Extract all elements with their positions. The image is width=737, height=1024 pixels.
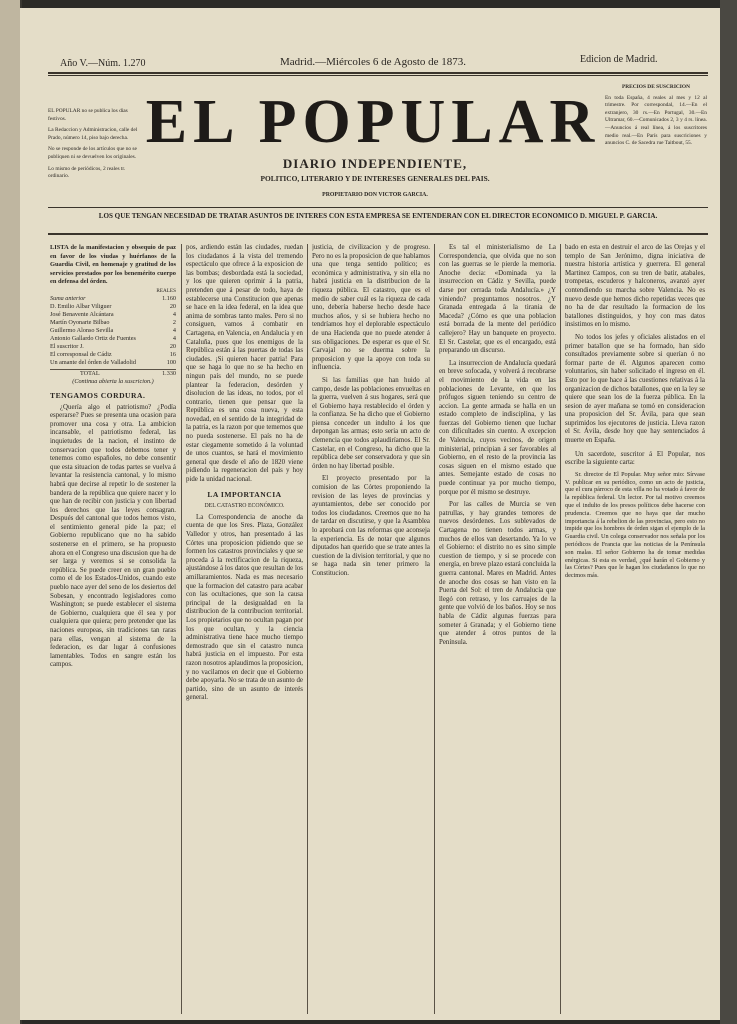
notice-rule-top (48, 207, 708, 208)
article-body: La insurreccion de Andalucía quedará en breve sofocada, y volverá á recobrarse el movimiento de la vida en las poblaciones de Levante, en que los prófugos siguen teniendo su centro de accion. La gente armada se halla en un estado completo de indisciplina, y las fuerzas del Gobierno tienen que luchar con dificultades sin cuento. A excepcion de Valencia, cuyos vecinos, de origen ministerial, principian á ser favorables al Gobierno, en el resto de la provincia las cosas siguen en el mismo estado que antes. Semejante estado de cosas no puede continuar ya por mucho tiempo, porque por él mismo se destruye. (439, 359, 556, 496)
header-rule-thin (48, 75, 708, 76)
subscription-box (605, 84, 707, 148)
article-body: La Correspondencia de anoche da cuenta de que los Sres. Plaza, González Valledor y otros, han presentado á las Córtes una proposicion pidiendo que se formen los catastros provinciales y que se proceda á la rectificacion de la riqueza, ajustándose á los datos que resultan de los amillaramientos. Nada es mas necesario que la formacion del catastro para acabar con las ocultaciones, que son la causa principal de la desigualdad en la distribucion de la contribucion territorial. Los propietarios que no ocultan pagan por los que ocultan, y la ciencia administrativa tiene hace mucho tiempo demostrado que sin el catastro nunca habrá justicia en el impuesto. Por esta razon nosotros aplaudimos la proposicion, y no vacilamos en decir que el Gobierno debe apoyarla. No se trata de un asunto de partido, sino de un asunto de interés general. (186, 513, 303, 702)
binding-shadow (720, 0, 737, 1024)
article-body: El proyecto presentado por la comision de las Córtes proponiendo la revision de las leyes de provincias y ayuntamientos, debe ser conocido por todos los ciudadanos. Creemos que no ha de tardar en discutirse, y que la Asamblea lo aprobará con las reformas que aconseja la experiencia. Es de notar que algunos diputados han querido que se trate antes la cuestion de la division territorial, y que no se haga nada sin tener primero la Constitucion. (312, 475, 430, 577)
table-row: El corresponsal de Cádiz 16 (50, 350, 176, 358)
article-body: justicia, de civilizacion y de progreso. Pero no es la proposicion de que hablamos una que tenga sentido político; es económica y administrativa, y sin ella no habrá justicia en la distribucion de la riqueza pública. El catastro, que es el medio de saber cuál es la riqueza de cada uno, debería haberse hecho desde hace muchos años, y si se hubiera hecho no tendríamos hoy el deplorable espectáculo de una Hacienda que no puede atender á sus obligaciones. De esperar es que el Sr. Carvajal no se duerma sobre la proposicion y que la apoye con toda su influencia. (312, 244, 430, 372)
issue-number: Año V.—Núm. 1.270 (60, 58, 146, 69)
donation-continue: (Continua abierta la suscricion.) (72, 377, 154, 385)
subscription-prices: En toda España, 4 reales al mes y 12 al trimestre. Por correspondal, 14.—En el extranjero, 30 rs.—En Portugal, 30.—En Ultramar, 60.—Comunicados 2, 3 y 4 rs. línea.—Anuncios á real línea, á los suscritores medio real.—En París para suscriciones y anuncios C. de Sacedra rue Taitbout, 55. (605, 94, 707, 147)
article-body: Es tal el ministerialismo de La Correspondencia, que olvida que no son con las guerras se le pierde la memoria. Anoche decia: «Dominada ya la insurreccion en Cádiz y Sevilla, puede darse por cerrada toda Andalucía.» ¿Y viniendo? preguntamos nosotros. ¿Y Granada entregada á la tirania de Maceda? ¿Cómo es que una poblacion está borrada de la mente del periódico callejero? Hay un banquete en proyecto. El Sr. Castelar, que es el encargado, está preparando un discurso. (439, 244, 556, 355)
article-heading: LA IMPORTANCIA (207, 489, 282, 499)
article-body: bado en esta en destruir el arco de las Orejas y el templo de San Jerónimo, digna iniciativa de nuestra historia artística y guerrera. El general Martinez Campos, con su tren de batir, atabales, trompetas, escuderos y halconeros, avanzó ayer contendiendo su marcha sobre Valencia. No es nuevo desde que hemos dicho repetidas veces que no ha de dar resultado la formacion de los batallones distinguidos, y hoy con mas datos insistimos en lo mismo. (565, 244, 705, 329)
header-rule (48, 72, 708, 74)
masthead-tagline: POLITICO, LITERARIO Y DE INTERESES GENERALES DEL PAIS. (260, 174, 490, 183)
column-2 (186, 244, 303, 1014)
table-row: Suma anterior 1.160 (50, 294, 176, 302)
article-heading: TENGAMOS CORDURA. (50, 390, 146, 400)
adjacent-page-edge (0, 0, 22, 1024)
donation-unit: REALES (156, 287, 176, 294)
article-body: ¿Quería algo el patriotismo? ¿Podía esperarse? Pues se presenta una ocasion para promover una cosa y otra. La ambicion incansable, el patriotismo federal, las inquietudes de la nacion, el instinto de conservacion que todos debemos tener y tenemos como españoles, no debe consentir que esta situacion de todas partes se vuelva á levantar la resistencia cantonal, y lo mismo habrá que decirse al repetir lo de sostener la bandera de la república que quiere nacer y lo que han de recibir con justicia y con libertad los derechos que las leyes consagran. Después del cantonal que todos hemos visto, el sentimiento general pide la paz; el Gobierno republicano que no ha sabido sostenerse en el primero, se ha propuesto ahora en el Congreso una discusion que ha de ser larga y veremos si se consolida la república. Se puede creer en un gran pueblo como el de los Estados-Unidos, cuando este pueblo nace ayer del seno de los desiertos del Sobesan, y encontrado legisladores como Washington; se puede establecer el sistema de Gobierno, cualquiera que él sea y por cualquiera que quiera; pero pretender que las naciones europeas, sin tradiciones tan raras para ellas, vengan al sistema de la federacion, es dar lugar á confusiones lamentables. Todos en sangre están los campos. (50, 403, 176, 669)
column-4 (439, 244, 556, 1014)
issue-date: Madrid.—Miércoles 6 de Agosto de 1873. (280, 56, 467, 68)
letter-body: Sr. director de El Popular. Muy señor mio: Sírvase V. publicar en su periódico, como un acto de justicia, que el cura párroco de esta villa no ha votado á favor de la república federal. Un lector. Por tal motivo creemos que el indulto de los presos políticos debe hacerse con prudencia. Creemos que no haya que dar mucho importancia á la rebelion de las provincias, pero esto no impide que los hombres de órden sigan el ejemplo de la Guardia civil. Un colega conservador nos señala por los periódicos de Francia que las noticias de la Península son malas. El señor Gobierno ha de tomar medidas enérgicas. Si esta es verdad, ¿qué harán el Gobierno y las Córtes? Pues que le hagan los ciudadanos lo que no decimos más. (565, 470, 705, 580)
left-info-box (48, 108, 138, 181)
business-notice: LOS QUE TENGAN NECESIDAD DE TRATAR ASUNTOS DE INTERES CON ESTA EMPRESA SE ENTENDERAN CON EL DIRECTOR ECONOMICO D. MIGUEL P. GARCIA. (98, 212, 658, 220)
column-3 (312, 244, 430, 1014)
notice-rule-bottom (48, 233, 708, 235)
article-subheading: DEL CATASTRO ECONÓMICO. (204, 503, 285, 510)
info-line: EL POPULAR no se publica los dias festivos. (48, 108, 128, 122)
info-line: Lo mismo de periódicos, 2 reales tr. ordinario. (48, 165, 126, 180)
table-row: El suscritor J. 20 (50, 342, 176, 350)
table-row: D. Emilio Albar Viliguer 20 (50, 302, 176, 310)
donation-list-title: LISTA de la manifestacion y obsequio de paz en favor de los viudas y huérfanos de la Guardia Civil, en homenaje y gratitud de los servicios prestados por los benemérito cuerpo en defensa del órden. (50, 244, 176, 286)
article-body: pos, ardiendo están las ciudades, ruedan los ciudadanos á la vista del tremendo espectáculo que ofrece á la exposicion de las bombas; desbordada está la sociedad, y los que quieren oprimir á la patria, pretenden que á pesar de todo, haya de establecerse una Constitucion que apenas se hace en la idea federal, en la idea que anima de sombras tanto males. Pero si no consiguen, vamos á combatir en Cartagena, en Valencia, en Andalucía y en Cataluña, pues que los enemigos de la República están á las puertas de todas las ciudades. ¡Si quieren hacer patria! Para que se haga lo que no se ha hecho en ningun país del mundo, no se puede plantear la federacion, desórden y disolucion de las ideas, no todos, por el contrario, tienen que pensar que la República es una cosa nueva, y esta novedad, en el sentido de la integridad de la patria, es la razon por que tememos que no pueda sostenerse. El país no ha de estar ciegamente sometido á la voluntad de unos cuantos, se hará el movimiento general que desde el año de 1820 viene pidiendo la regeneracion del país y hoy pide la unidad nacional. (186, 244, 303, 484)
masthead-title: EL POPULAR (145, 88, 601, 156)
subscription-title: PRECIOS DE SUSCRICION (622, 84, 690, 90)
newspaper-page (20, 8, 720, 1020)
masthead-subtitle: DIARIO INDEPENDIENTE, (282, 156, 468, 171)
article-body: No todos los jefes y oficiales alistados en el primer batallon que se ha formado, han sido consultados previamente sobre si querían ó no formar parte de él. Algunos aparecen como voluntarios, sin haber solicitado el ingreso en él. Esto por lo que hace á las cuestiones relativas á la organizacion de dichos batallones, que en la ley se quiere que sean los de la fuerza pública. En la sesion de ayer mañana se tomó en consideracion una proposicion del Sr. Ávila, para que sean suprimidos los ejecutores de justicia. Lleva razon el Sr. Ávila, desde hoy que hay sentenciados á muerte en España. (565, 333, 705, 445)
column-separator (307, 244, 308, 1014)
table-row: José Benavente Alcántara 4 (50, 310, 176, 318)
table-row: Antonio Gallardo Ortiz de Fuentes 4 (50, 334, 176, 342)
info-line: No se responde de los artículos que no se publiquen ni se devuelven los originales. (48, 146, 137, 160)
article-body: Por las calles de Murcia se ven patrullas, y hay grandes temores de nuevos desórdenes. Los sublevados de Cartagena no tienen todos armas, y muchos de ellos van desertando. Ya lo ve el Gobierno: el distrito no es sino simple cuestion de tiempo, y si se procede con energía, en breve plazo estará concluida la guerra cantonal. Mares en Madrid. Antes de anoche dos cosas se han visto en la Puerta del Sol: el tren de Andalucía que llegó con retraso, y los carruajes de la gente que volvió de los baños. Hoy se nos habla de Cádiz algunas fuerzas para someter á Granada; y el Gobierno tiene que atender á otros puntos de la Península. (439, 501, 556, 646)
table-total: TOTAL 1.330 (50, 369, 176, 378)
column-1 (50, 244, 176, 1014)
table-row: Martín Oyonarte Bilbao 2 (50, 318, 176, 326)
table-row: Un amante del órden de Valladolid 100 (50, 358, 176, 366)
edition-label: Edicion de Madrid. (580, 54, 658, 65)
info-line: La Redaccion y Administracion, calle del Prado, número 14, piso bajo derecha. (48, 127, 138, 141)
column-separator (434, 244, 435, 1014)
table-row: Guillermo Alonso Sevilla 4 (50, 326, 176, 334)
column-separator (560, 244, 561, 1014)
column-5 (565, 244, 705, 1014)
column-separator (181, 244, 182, 1014)
donation-table (50, 287, 176, 386)
masthead-owner: PROPIETARIO DON VICTOR GARCIA. (322, 192, 428, 198)
article-body: Si las familias que han huido al campo, desde las poblaciones envueltas en la guerra, vuelven á sus hogares, será que el Gobierno haya restablecido el órden y la confianza. Se ha dicho que el Gobierno piensa conceder un indulto á los que depongan las armas; esto seria un acto de clemencia que todos aplaudiríamos. El Sr. Castelar, en el Congreso, ha dicho que la república debe ser conservadora y que sin órden no hay libertad posible. (312, 376, 430, 470)
letter-heading: Un sacerdote, suscritor á El Popular, nos escribe la siguiente carta: (565, 450, 705, 467)
